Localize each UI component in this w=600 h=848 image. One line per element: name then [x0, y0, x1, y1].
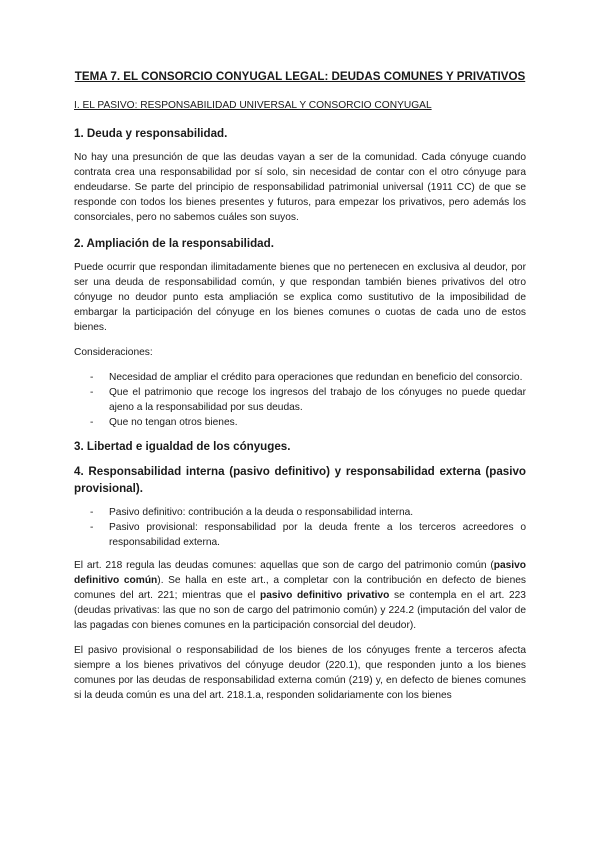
section-heading: I. EL PASIVO: RESPONSABILIDAD UNIVERSAL Y CONSORCIO CONYUGAL — [74, 100, 432, 111]
bullet-dash: - — [90, 522, 94, 533]
paragraph-deuda-responsabilidad: No hay una presunción de que las deudas vayan a ser de la comunidad. Cada cónyuge cuando contrata crea una responsabilidad por sí solo, sin necesidad de contar con el otro cónyuge para endeudarse. Se parte del principio de responsabilidad patrimonial universal (1911 CC) de que se responde con todos los bienes presentes y futuros, para empezar los privativos, pero además los consorciales, pero no sabemos cuáles son suyos. — [74, 152, 526, 223]
list-item: - Que no tengan otros bienes. — [90, 417, 238, 428]
list-item: - Necesidad de ampliar el crédito para operaciones que redundan en beneficio del consorcio. — [90, 372, 523, 383]
list-item: - Pasivo definitivo: contribución a la deuda o responsabilidad interna. — [90, 507, 414, 518]
considerations-list — [74, 370, 526, 430]
list-item: - Que el patrimonio que recoge los ingresos del trabajo de los cónyuges no puede quedar ajeno a la responsabilidad por sus deudas. — [90, 387, 526, 413]
bullet-dash: - — [90, 507, 94, 518]
heading-ampliacion-responsabilidad: 2. Ampliación de la responsabilidad. — [74, 237, 274, 250]
pasivo-list — [74, 505, 526, 550]
paragraph-ampliacion: Puede ocurrir que respondan ilimitadamente bienes que no pertenecen en exclusiva al deudor, por ser una deuda de responsabilidad común, y que respondan también bienes privativos del otro cónyuge no deudor punto esta ampliación se explica como sustitutivo de la imposibilidad de embargar la participación del cónyuge en los bienes comunes o cuotas de cada uno de estos bienes. — [74, 262, 526, 333]
bold-term: pasivo definitivo privativo — [260, 590, 390, 601]
document-content — [74, 68, 526, 713]
bullet-dash: - — [90, 387, 94, 398]
heading-libertad-igualdad: 3. Libertad e igualdad de los cónyuges. — [74, 440, 291, 453]
bullet-dash: - — [90, 372, 94, 383]
bold-term: pasivo definitivo común — [74, 560, 526, 586]
page-title: TEMA 7. EL CONSORCIO CONYUGAL LEGAL: DEUDAS COMUNES Y PRIVATIVOS — [74, 70, 526, 83]
list-item: - Pasivo provisional: responsabilidad por la deuda frente a los terceros acreedores o responsabilidad externa. — [90, 522, 526, 548]
heading-deuda-responsabilidad: 1. Deuda y responsabilidad. — [74, 127, 228, 140]
bullet-dash: - — [90, 417, 94, 428]
considerations-label: Consideraciones: — [74, 347, 153, 358]
paragraph-pasivo-provisional: El pasivo provisional o responsabilidad de los bienes de los cónyuges frente a terceros afecta siempre a los bienes privativos del cónyuge deudor (220.1), que responden junto a los bienes comunes por las deudas de responsabilidad externa común (219) y, en defecto de bienes comunes si la deuda común es una del art. 218.1.a, responden solidariamente con los bienes — [74, 645, 526, 701]
heading-responsabilidad-interna-externa: 4. Responsabilidad interna (pasivo definitivo) y responsabilidad externa (pasivo provisional). — [74, 465, 526, 495]
paragraph-art-218: El art. 218 regula las deudas comunes: aquellas que son de cargo del patrimonio común (pasivo definitivo común). Se halla en este art., a completar con la contribución en defecto de bienes comunes del art. 221; mientras que el pasivo definitivo privativo se contempla en el art. 223 (deudas privativas: las que no son de cargo del patrimonio común) y 224.2 (imputación del valor de las pagadas con bienes comunes en la participación consorcial del deudor). — [74, 560, 527, 631]
